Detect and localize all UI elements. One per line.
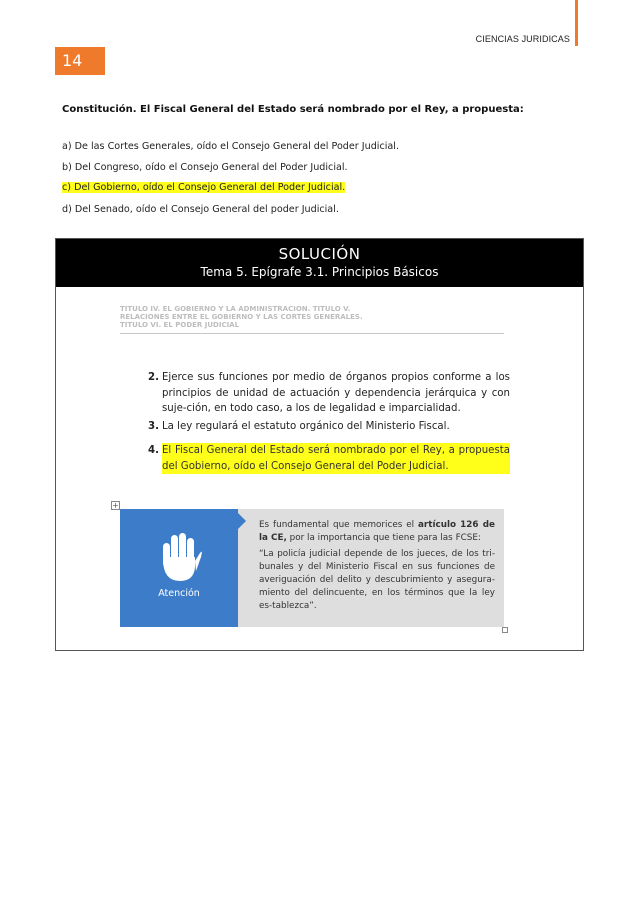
attention-callout <box>120 509 504 627</box>
page-number: 14 <box>55 47 105 75</box>
option-d: d) Del Senado, oído el Consejo General del poder Judicial. <box>62 204 339 215</box>
article-number: 4. <box>148 445 159 456</box>
move-handle-icon[interactable]: + <box>112 501 119 510</box>
article-text: La ley regulará el estatuto orgánico del Ministerio Fiscal. <box>162 421 450 432</box>
article-text-highlighted: El Fiscal General del Estado será nombrado por el Rey, a propuesta del Gobierno, oído el Consejo General del Poder Judicial. <box>162 443 510 474</box>
attention-intro-text: por la importancia que tiene para las FCSE: <box>286 533 481 543</box>
attention-panel <box>120 509 238 627</box>
option-b: b) Del Congreso, oído el Consejo General del Poder Judicial. <box>62 162 348 173</box>
resize-handle[interactable] <box>502 627 508 633</box>
attention-intro <box>259 519 495 545</box>
article-paragraph-4 <box>148 443 510 474</box>
attention-label: Atención <box>158 588 200 599</box>
solution-title: SOLUCIÓN <box>278 245 361 263</box>
book-header-line: TITULO VI. EL PODER JUDICIAL <box>120 321 240 329</box>
article-number: 2. <box>148 372 159 383</box>
attention-pointer <box>238 513 246 529</box>
article-paragraph-2 <box>148 370 510 417</box>
attention-intro-text: Es fundamental que memorices el <box>259 520 418 530</box>
question-text: Constitución. El Fiscal General del Estado será nombrado por el Rey, a propuesta: <box>62 104 524 115</box>
option-c-highlighted: c) Del Gobierno, oído el Consejo General del Poder Judicial. <box>62 182 346 193</box>
solution-header <box>56 239 583 287</box>
article-number: 3. <box>148 421 159 432</box>
attention-quote: “La policía judicial depende de los jueces, de los tri-bunales y del Ministerio Fiscal en sus funciones de averiguación del delito y descubrimiento y asegura-miento del delincuente, en los términos que la ley es-tablezca”. <box>259 549 495 611</box>
attention-text <box>259 519 495 613</box>
book-running-header <box>120 305 504 334</box>
hand-icon <box>154 531 204 583</box>
book-header-line: TITULO IV. EL GOBIERNO Y LA ADMINISTRACION. TITULO V. <box>120 305 351 313</box>
section-label: CIENCIAS JURIDICAS <box>475 34 570 44</box>
option-a: a) De las Cortes Generales, oído el Consejo General del Poder Judicial. <box>62 141 399 152</box>
solution-box <box>55 238 584 651</box>
book-header-line: RELACIONES ENTRE EL GOBIERNO Y LAS CORTES GENERALES. <box>120 313 363 321</box>
header-accent-bar <box>575 0 578 46</box>
attention-intro-bold: artículo 126 de la CE, <box>259 520 495 543</box>
article-text: Ejerce sus funciones por medio de órganos propios conforme a los principios de unidad de actuación y dependencia jerárquica y con suje-ción, en todo caso, a los de legalidad e imparcialidad. <box>162 372 510 414</box>
solution-subtitle: Tema 5. Epígrafe 3.1. Principios Básicos <box>200 265 439 279</box>
article-paragraph-3 <box>148 419 510 435</box>
